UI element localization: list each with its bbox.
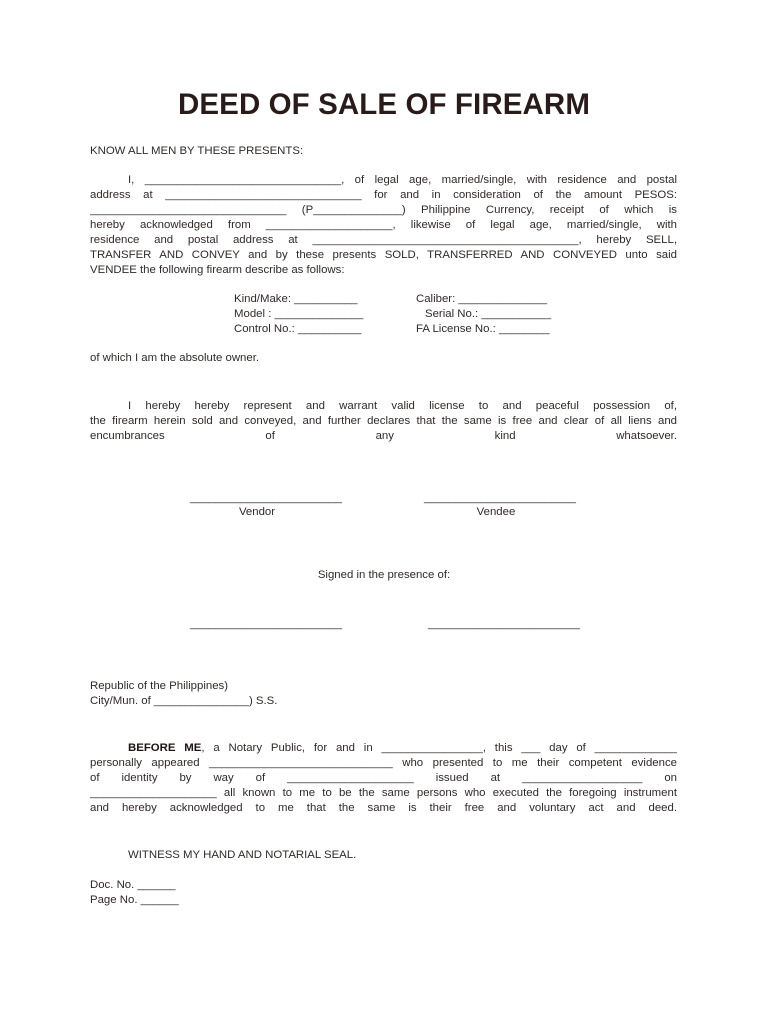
vendor-signature-line: ________________________ (189, 492, 343, 504)
caliber-field: Caliber: ______________ (416, 293, 548, 305)
vendor-label: Vendor (238, 506, 276, 518)
witness-signature-line-2: ________________________ (427, 618, 581, 630)
sale-paragraph-line: address at _______________________________ for and in consideration of the amount PESOS: (90, 189, 677, 201)
notary-paragraph-text: , a Notary Public, for and in ________________, this ___ day of _____________ (201, 742, 677, 754)
fa-license-no-field: FA License No.: ________ (416, 323, 550, 335)
notary-paragraph-line: and hereby acknowledged to me that the same is their free and voluntary act and deed. (90, 802, 677, 814)
notary-paragraph-line: ____________________ all known to me to be the same persons who executed the foregoing instrument (90, 787, 677, 799)
sale-paragraph-line: _______________________________ (P______________) Philippine Currency, receipt of which is (90, 204, 677, 216)
kind-make-field: Kind/Make: __________ (234, 293, 358, 305)
vendee-label: Vendee (476, 506, 516, 518)
sale-paragraph-line: TRANSFER AND CONVEY and by these presents SOLD, TRANSFERRED AND CONVEYED unto said (90, 249, 677, 261)
ownership-statement: of which I am the absolute owner. (90, 352, 260, 364)
notary-paragraph-line: personally appeared _____________________________ who presented to me their competent evidence (90, 757, 677, 769)
page-no-field: Page No. ______ (90, 894, 179, 906)
sale-paragraph (90, 173, 677, 278)
doc-no-field: Doc. No. ______ (90, 879, 176, 891)
presence-statement: Signed in the presence of: (317, 569, 451, 581)
sale-paragraph-line: VENDEE the following firearm describe as follows: (90, 264, 345, 276)
notary-paragraph-line (90, 741, 677, 756)
model-field: Model : ______________ (234, 308, 364, 320)
serial-no-field: Serial No.: ___________ (425, 308, 552, 320)
notary-paragraph (90, 741, 677, 816)
opening-statement: KNOW ALL MEN BY THESE PRESENTS: (90, 145, 304, 157)
sale-paragraph-line: residence and postal address at __________________________________________, hereby SELL, (90, 234, 677, 246)
warranty-paragraph (90, 399, 677, 444)
venue-city: City/Mun. of _______________) S.S. (90, 695, 278, 707)
sale-paragraph-line: hereby acknowledged from ____________________, likewise of legal age, married/single, with (90, 219, 677, 231)
warranty-paragraph-line: I hereby hereby represent and warrant valid license to and peaceful possession of, (128, 400, 677, 412)
control-no-field: Control No.: __________ (234, 323, 362, 335)
before-me-label: BEFORE ME (128, 742, 202, 754)
venue-republic: Republic of the Philippines) (90, 680, 229, 692)
warranty-paragraph-line: the firearm herein sold and conveyed, and further declares that the same is free and clear of all liens and (90, 415, 677, 427)
vendee-signature-line: ________________________ (423, 492, 577, 504)
witness-signature-line-1: ________________________ (189, 618, 343, 630)
sale-paragraph-line: I, _______________________________, of legal age, married/single, with residence and postal (128, 174, 677, 186)
notary-paragraph-line: of identity by way of ____________________ issued at ___________________ on (90, 772, 677, 784)
witness-statement: WITNESS MY HAND AND NOTARIAL SEAL. (128, 849, 357, 861)
document-title: DEED OF SALE OF FIREARM (177, 88, 591, 121)
warranty-paragraph-line: encumbrances of any kind whatsoever. (90, 430, 677, 442)
